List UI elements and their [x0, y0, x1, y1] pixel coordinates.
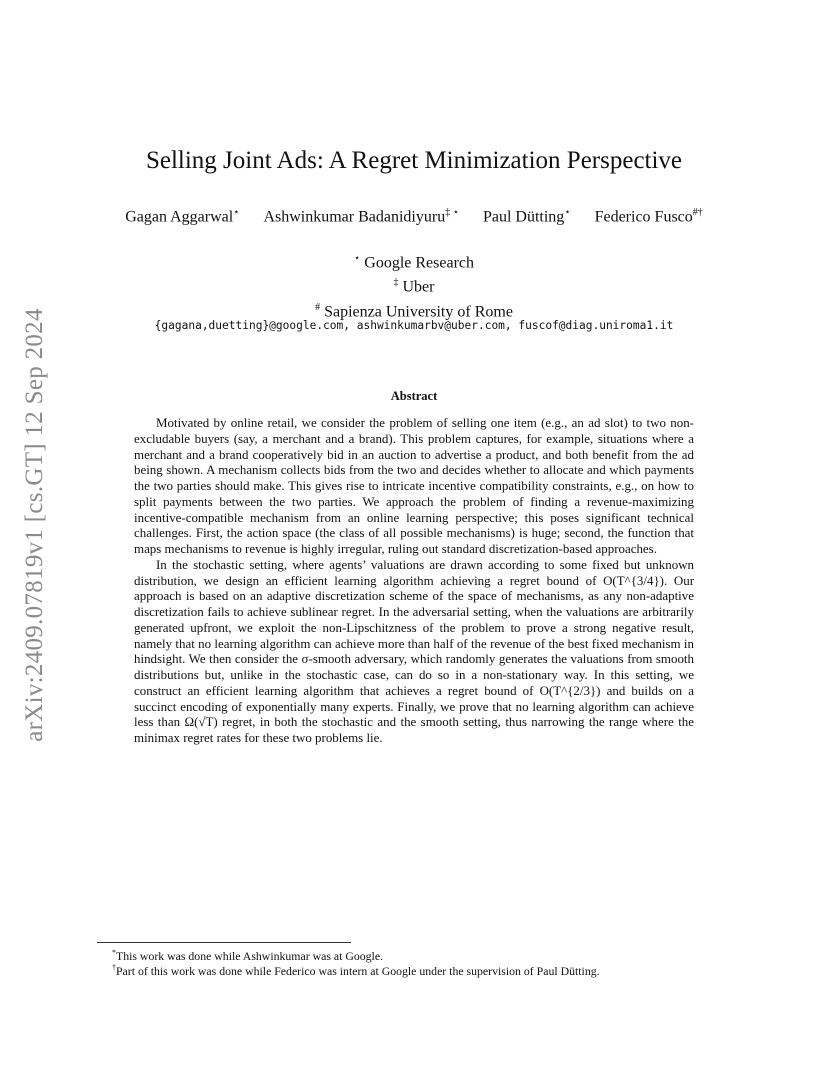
arxiv-identifier-text: arXiv:2409.07819v1 [cs.GT] 12 Sep 2024 [21, 308, 48, 742]
author-name: Paul Dütting [482, 208, 565, 226]
affiliation-name: Sapienza University of Rome [324, 302, 513, 320]
footnote-mark: † [112, 963, 116, 972]
author-name: Ashwinkumar Badanidiyuru [263, 208, 446, 226]
affiliation-mark: ‡ [393, 277, 399, 289]
paper-title: Selling Joint Ads: A Regret Minimization Perspective [145, 147, 683, 174]
affiliation-mark: # [315, 301, 321, 313]
footnote [112, 963, 732, 979]
footnote-mark: * [112, 948, 116, 957]
affiliation-list [0, 249, 828, 322]
author-name: Federico Fusco [594, 208, 693, 226]
footnote-divider [97, 942, 351, 943]
author-list [0, 207, 828, 226]
abstract-paragraph: In the stochastic setting, where agents’ valuations are drawn according to some fixed but unknown distribution, we design an efficient learning algorithm achieving a regret bound of O(T^{3/4}). Our approach is based on an adaptive discretization scheme of the space of mechanisms, as any non-adaptive discretization fails to achieve sublinear regret. In the adversarial setting, when the valuations are arbitrarily generated upfront, we exploit the non-Lipschitzness of the problem to prove a strong negative result, namely that no learning algorithm can achieve more than half of the revenue of the best fixed mechanism in hindsight. We then consider the σ-smooth adversary, which randomly generates the valuations from smooth distributions but, unlike in the stochastic case, can do so in a non-stationary way. In this setting, we construct an efficient learning algorithm that achieves a regret bound of O(T^{2/3}) and builds on a succinct encoding of exponentially many experts. Finally, we prove that no learning algorithm can achieve less than Ω(√T) regret, in both the stochastic and the smooth setting, thus narrowing the range where the minimax regret rates for these two problems lie. [134, 556, 694, 745]
abstract-paragraph: Motivated by online retail, we consider the problem of selling one item (e.g., an ad slot) to two non-excludable buyers (say, a merchant and a brand). This problem captures, for example, situations where a merchant and a brand cooperatively bid in an auction to advertise a product, and both benefit from the ad being shown. A mechanism collects bids from the two and decides whether to allocate and which payments the two parties should make. This gives rise to intricate incentive compatibility constraints, e.g., on how to split payments between the two parties. We approach the problem of finding a revenue-maximizing incentive-compatible mechanism from an online learning perspective; this poses significant technical challenges. First, the action space (the class of all possible mechanisms) is huge; second, the function that maps mechanisms to revenue is highly irregular, ruling out standard discretization-based approaches. [134, 415, 694, 556]
affiliation [0, 273, 828, 297]
footnote [112, 948, 732, 964]
author [125, 207, 239, 226]
affiliation-name: Google Research [364, 254, 474, 272]
affiliation [0, 249, 828, 273]
footnote-text: Part of this work was done while Federico was intern at Google under the supervision of Paul Dütting. [116, 963, 600, 978]
arxiv-identifier [16, 290, 54, 760]
author-name: Gagan Aggarwal [125, 208, 234, 226]
abstract-heading: Abstract [390, 389, 438, 403]
author-mark: ⋆ [564, 207, 571, 218]
affiliation-mark: ⋆ [354, 253, 361, 264]
abstract-body [134, 415, 694, 746]
affiliation-name: Uber [402, 278, 435, 296]
author-mark: #† [692, 207, 703, 218]
author-emails: {gagana,duetting}@google.com, ashwinkumarbv@uber.com, fuscof@diag.uniroma1.it [154, 319, 674, 332]
author-mark: ⋆ [233, 207, 240, 218]
author [483, 207, 571, 226]
footnote-text: This work was done while Ashwinkumar was at Google. [116, 948, 384, 963]
author [263, 207, 459, 226]
author [595, 207, 703, 226]
author-mark: ‡ ⋆ [445, 207, 459, 218]
